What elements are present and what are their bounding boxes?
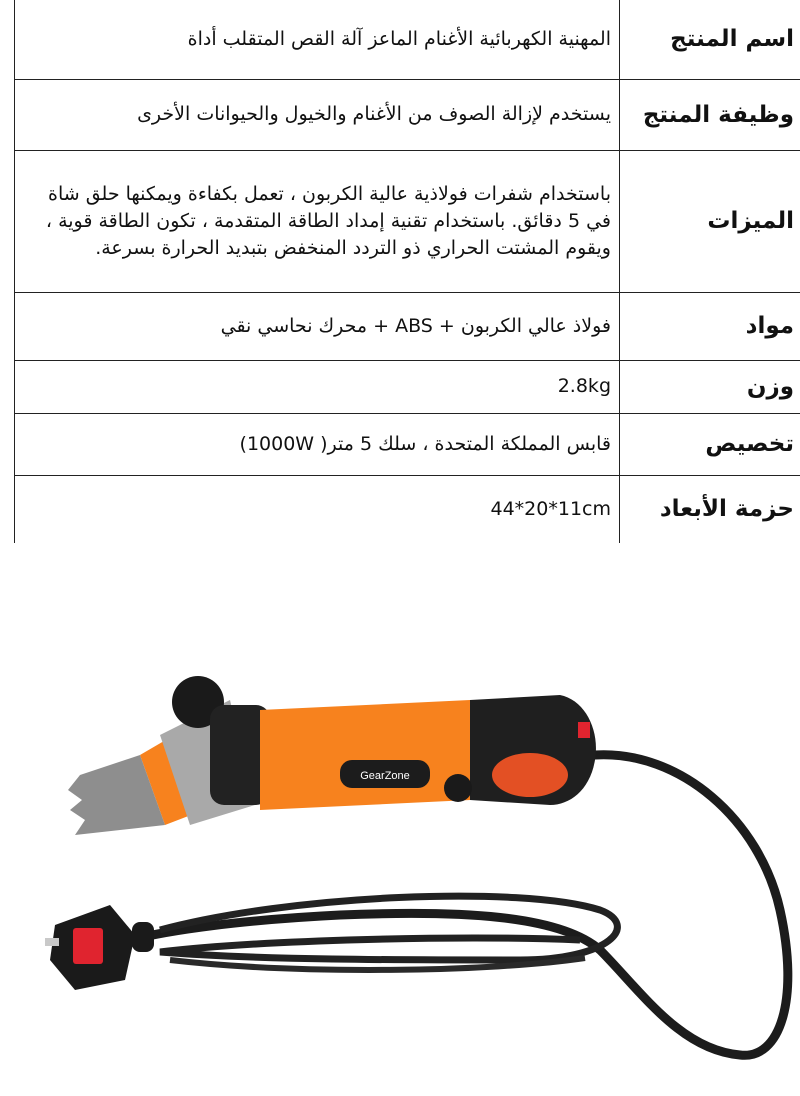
spec-value: يستخدم لإزالة الصوف من الأغنام والخيول والحيوانات الأخرى bbox=[15, 79, 620, 150]
specs-table bbox=[14, 0, 800, 543]
uk-plug bbox=[45, 905, 154, 990]
spec-row-customization bbox=[15, 413, 800, 475]
spec-value: فولاذ عالي الكربون + ABS + محرك نحاسي نقي bbox=[15, 292, 620, 360]
plug-pin bbox=[45, 938, 59, 946]
spec-label: اسم المنتج bbox=[620, 0, 800, 79]
spec-label: حزمة الأبعاد bbox=[620, 475, 800, 543]
sheep-shear-product-image bbox=[40, 660, 800, 1080]
spec-row-materials bbox=[15, 292, 800, 360]
speed-knob bbox=[444, 774, 472, 802]
vent-grip bbox=[492, 753, 568, 797]
shear-body bbox=[68, 676, 596, 835]
power-switch bbox=[578, 722, 590, 738]
spec-row-features bbox=[15, 150, 800, 292]
spec-value: 44*20*11cm bbox=[15, 475, 620, 543]
spec-label: الميزات bbox=[620, 150, 800, 292]
spec-row-product-name bbox=[15, 0, 800, 79]
spec-row-weight bbox=[15, 360, 800, 413]
spec-value: المهنية الكهربائية الأغنام الماعز آلة القص المتقلب أداة bbox=[15, 0, 620, 79]
spec-label: وظيفة المنتج bbox=[620, 79, 800, 150]
plug-fuse-cover bbox=[73, 928, 103, 964]
brand-label: GearZone bbox=[360, 770, 410, 782]
spec-label: مواد bbox=[620, 292, 800, 360]
spec-label: تخصيص bbox=[620, 413, 800, 475]
spec-value: 2.8kg bbox=[15, 360, 620, 413]
spec-row-function bbox=[15, 79, 800, 150]
spec-row-dimensions bbox=[15, 475, 800, 543]
spec-value: قابس المملكة المتحدة ، سلك 5 متر( 1000W) bbox=[15, 413, 620, 475]
spec-label: وزن bbox=[620, 360, 800, 413]
spec-value: باستخدام شفرات فولاذية عالية الكربون ، تعمل بكفاءة ويمكنها حلق شاة في 5 دقائق. باستخدام تقنية إمداد الطاقة المتقدمة ، تكون الطاقة قوية ، ويقوم المشتت الحراري ذو التردد المنخفض بتبديد الحرارة بسرعة. bbox=[15, 150, 620, 292]
